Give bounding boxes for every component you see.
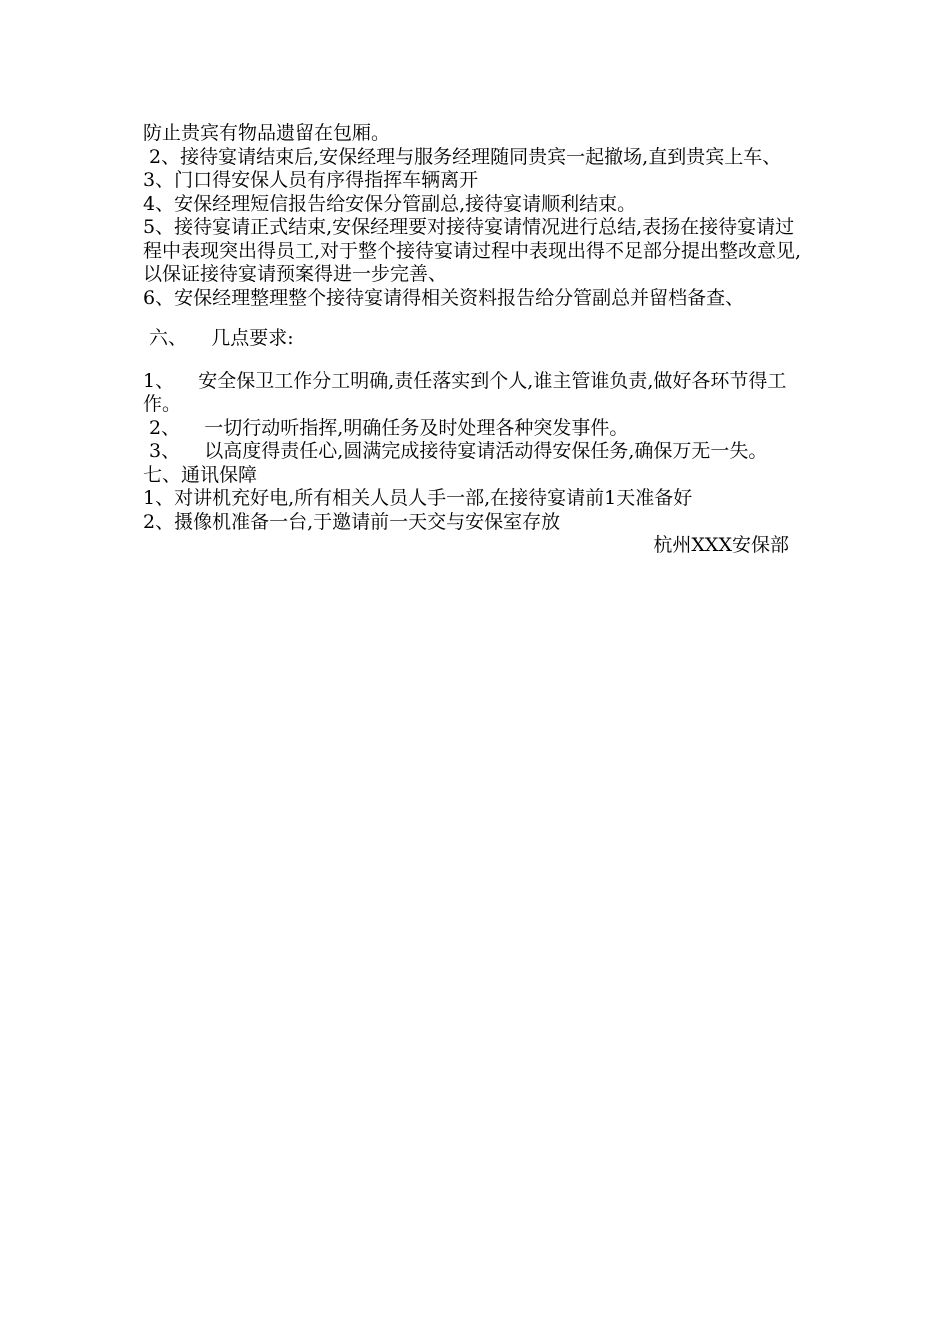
paragraph-item-3: 3、门口得安保人员有序得指挥车辆离开: [143, 169, 479, 191]
requirement-item-2: 2、 一切行动听指挥,明确任务及时处理各种突发事件。: [143, 416, 629, 439]
paragraph-item-6: 6、安保经理整理整个接待宴请得相关资料报告给分管副总并留档备查、: [143, 286, 745, 309]
requirement-item-1: 1、 安全保卫工作分工明确,责任落实到个人,谁主管谁负责,做好各环节得工作。: [143, 369, 787, 415]
paragraph-intro: 防止贵宾有物品遗留在包厢。: [143, 122, 391, 144]
signature: 杭州XXX安保部: [653, 534, 789, 556]
section-heading-communication: 七、通讯保障: [143, 463, 258, 486]
document-body: [143, 122, 809, 558]
requirement-item-3: 3、 以高度得责任心,圆满完成接待宴请活动得安保任务,确保万无一失。: [143, 440, 768, 462]
communication-item-1: 1、对讲机充好电,所有相关人员人手一部,在接待宴请前1天准备好: [143, 487, 693, 509]
paragraph-item-5: 5、接待宴请正式结束,安保经理要对接待宴请情况进行总结,表扬在接待宴请过程中表现突出得员工,对于整个接待宴请过程中表现出得不足部分提出整改意见,以保证接待宴请预案得进一步完善、: [143, 216, 802, 285]
communication-item-2: 2、摄像机准备一台,于邀请前一天交与安保室存放: [143, 510, 561, 533]
paragraph-item-4: 4、安保经理短信报告给安保分管副总,接待宴请顺利结束。: [143, 192, 637, 215]
paragraph-item-2: 2、接待宴请结束后,安保经理与服务经理随同贵宾一起撤场,直到贵宾上车、: [143, 145, 782, 168]
section-heading-requirements: 六、 几点要求:: [143, 327, 294, 349]
